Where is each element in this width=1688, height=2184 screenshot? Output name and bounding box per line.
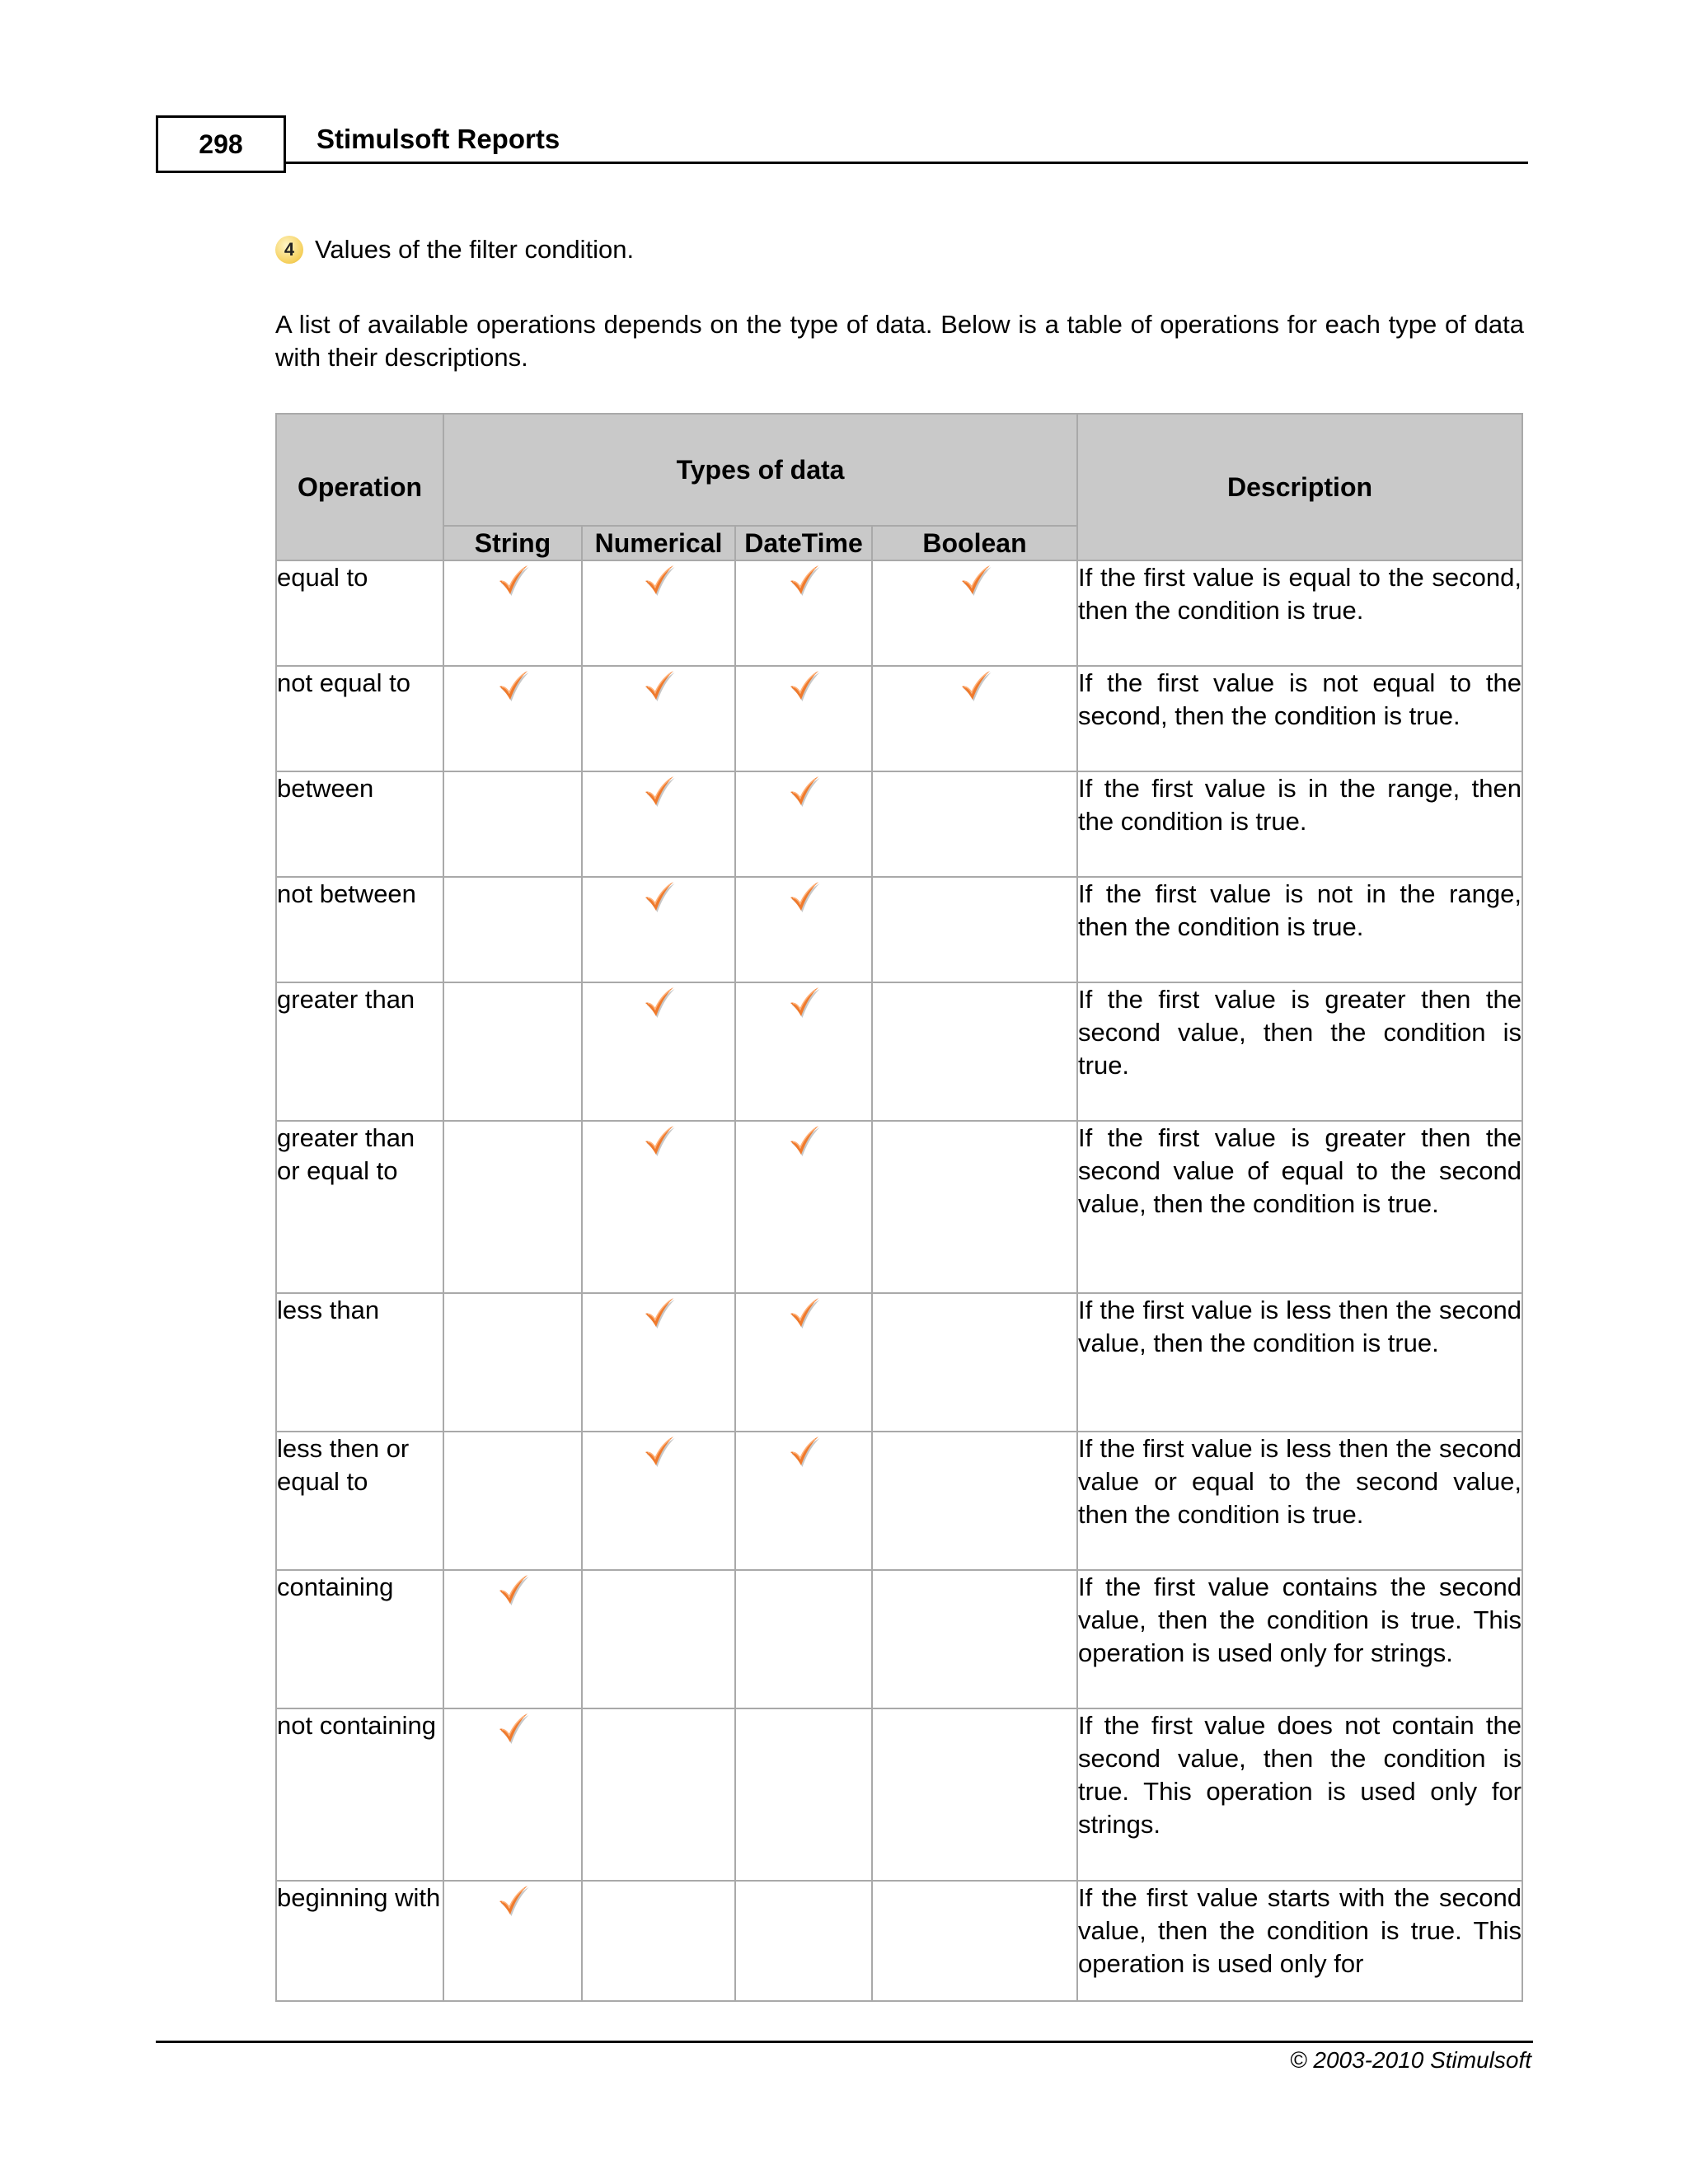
table-row	[276, 1293, 1522, 1432]
check-icon	[640, 772, 677, 808]
type-cell-string	[443, 1432, 582, 1570]
table-row	[276, 771, 1522, 877]
type-cell-string	[443, 1708, 582, 1881]
type-cell-datetime	[735, 1708, 872, 1881]
type-cell-datetime	[735, 1570, 872, 1708]
check-icon	[495, 1709, 531, 1746]
description-cell: If the first value is in the range, then the condition is true.	[1077, 771, 1522, 877]
operation-cell: containing	[276, 1570, 443, 1708]
header-type-datetime: DateTime	[735, 526, 872, 560]
operation-cell: greater than or equal to	[276, 1121, 443, 1293]
check-icon	[495, 1571, 531, 1607]
type-cell-boolean	[872, 1121, 1077, 1293]
check-icon	[640, 1122, 677, 1158]
type-cell-numerical	[582, 1570, 735, 1708]
type-cell-boolean	[872, 877, 1077, 982]
type-cell-string	[443, 666, 582, 771]
intro-paragraph: A list of available operations depends on the type of data. Below is a table of operations for each type of data with their descriptions.	[275, 310, 1524, 372]
type-cell-numerical	[582, 1881, 735, 2001]
header-type-boolean: Boolean	[872, 526, 1077, 560]
type-cell-numerical	[582, 877, 735, 982]
check-icon	[957, 561, 993, 598]
type-cell-numerical	[582, 1432, 735, 1570]
operation-cell: equal to	[276, 560, 443, 666]
check-icon	[640, 878, 677, 914]
table-row	[276, 666, 1522, 771]
type-cell-boolean	[872, 1708, 1077, 1881]
type-cell-datetime	[735, 877, 872, 982]
type-cell-numerical	[582, 771, 735, 877]
step-number-badge: 4	[275, 236, 303, 264]
type-cell-numerical	[582, 560, 735, 666]
check-icon	[785, 983, 822, 1019]
check-icon	[640, 561, 677, 598]
operations-table	[275, 413, 1523, 2002]
operation-cell: not equal to	[276, 666, 443, 771]
footer-rule	[156, 2041, 1533, 2043]
type-cell-string	[443, 1881, 582, 2001]
footer-copyright: © 2003-2010 Stimulsoft	[1289, 2047, 1531, 2073]
check-icon	[785, 878, 822, 914]
type-cell-numerical	[582, 666, 735, 771]
type-cell-numerical	[582, 982, 735, 1121]
operation-cell: less then or equal to	[276, 1432, 443, 1570]
type-cell-boolean	[872, 1881, 1077, 2001]
table-row	[276, 1881, 1522, 2001]
header-type-string: String	[443, 526, 582, 560]
description-cell: If the first value is not in the range, then the condition is true.	[1077, 877, 1522, 982]
check-icon	[495, 561, 531, 598]
type-cell-datetime	[735, 560, 872, 666]
check-icon	[957, 667, 993, 703]
check-icon	[640, 1294, 677, 1330]
check-icon	[785, 1122, 822, 1158]
operation-cell: between	[276, 771, 443, 877]
type-cell-string	[443, 982, 582, 1121]
description-cell: If the first value is not equal to the second, then the condition is true.	[1077, 666, 1522, 771]
operation-cell: not containing	[276, 1708, 443, 1881]
check-icon	[640, 667, 677, 703]
operations-table-body	[276, 560, 1522, 2001]
header-rule	[286, 162, 1528, 164]
type-cell-boolean	[872, 982, 1077, 1121]
type-cell-boolean	[872, 771, 1077, 877]
step-line	[275, 235, 634, 265]
table-row	[276, 982, 1522, 1121]
operation-cell: beginning with	[276, 1881, 443, 2001]
table-row	[276, 877, 1522, 982]
operation-cell: not between	[276, 877, 443, 982]
description-cell: If the first value starts with the second value, then the condition is true. This operation is used only for	[1077, 1881, 1522, 2001]
check-icon	[640, 1432, 677, 1469]
check-icon	[785, 772, 822, 808]
header-title: Stimulsoft Reports	[316, 124, 560, 154]
header-types-of-data: Types of data	[443, 414, 1077, 526]
type-cell-datetime	[735, 771, 872, 877]
type-cell-datetime	[735, 982, 872, 1121]
description-cell: If the first value is greater then the second value of equal to the second value, then the condition is true.	[1077, 1121, 1522, 1293]
type-cell-boolean	[872, 1432, 1077, 1570]
type-cell-string	[443, 1570, 582, 1708]
table-row	[276, 560, 1522, 666]
check-icon	[640, 983, 677, 1019]
type-cell-datetime	[735, 666, 872, 771]
table-row	[276, 1121, 1522, 1293]
check-icon	[785, 1294, 822, 1330]
table-row	[276, 1570, 1522, 1708]
table-row	[276, 1432, 1522, 1570]
page-number: 298	[156, 115, 286, 173]
header-operation: Operation	[276, 414, 443, 560]
type-cell-string	[443, 1293, 582, 1432]
type-cell-numerical	[582, 1708, 735, 1881]
type-cell-datetime	[735, 1293, 872, 1432]
description-cell: If the first value is less then the second value, then the condition is true.	[1077, 1293, 1522, 1432]
type-cell-string	[443, 1121, 582, 1293]
type-cell-datetime	[735, 1881, 872, 2001]
type-cell-boolean	[872, 1293, 1077, 1432]
description-cell: If the first value is equal to the second, then the condition is true.	[1077, 560, 1522, 666]
description-cell: If the first value is less then the second value or equal to the second value, then the condition is true.	[1077, 1432, 1522, 1570]
type-cell-numerical	[582, 1293, 735, 1432]
header-description: Description	[1077, 414, 1522, 560]
description-cell: If the first value contains the second value, then the condition is true. This operation is used only for strings.	[1077, 1570, 1522, 1708]
header-type-numerical: Numerical	[582, 526, 735, 560]
table-row	[276, 1708, 1522, 1881]
description-cell: If the first value is greater then the second value, then the condition is true.	[1077, 982, 1522, 1121]
type-cell-datetime	[735, 1121, 872, 1293]
check-icon	[785, 1432, 822, 1469]
type-cell-string	[443, 560, 582, 666]
type-cell-string	[443, 877, 582, 982]
description-cell: If the first value does not contain the second value, then the condition is true. This operation is used only for strings.	[1077, 1708, 1522, 1881]
type-cell-boolean	[872, 560, 1077, 666]
type-cell-numerical	[582, 1121, 735, 1293]
operation-cell: greater than	[276, 982, 443, 1121]
step-text: Values of the filter condition.	[315, 235, 635, 264]
check-icon	[785, 667, 822, 703]
check-icon	[495, 1882, 531, 1918]
operation-cell: less than	[276, 1293, 443, 1432]
check-icon	[785, 561, 822, 598]
type-cell-datetime	[735, 1432, 872, 1570]
type-cell-boolean	[872, 1570, 1077, 1708]
type-cell-string	[443, 771, 582, 877]
check-icon	[495, 667, 531, 703]
type-cell-boolean	[872, 666, 1077, 771]
